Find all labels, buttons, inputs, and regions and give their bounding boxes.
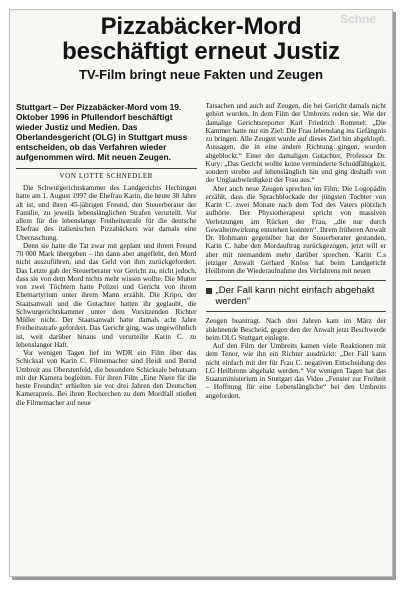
subheadline: TV-Film bringt neue Fakten und Zeugen — [78, 67, 324, 82]
article-columns — [16, 102, 386, 570]
headline — [10, 14, 392, 64]
square-bullet-icon — [206, 288, 212, 294]
body-paragraph: Die Schwurgerichtskammer des Landgerichts Hechingen hatte am 1. August 1997 die Ehefrau Karin, die heute 38 Jahre alt ist, und ihren 45-jährigen Freund, den Steuerberater der Familie, zu jeweils lebenslänglichen Strafen verurteilt. Vor allem für die lebenslange Freiheitsstrafe für die deutsche Ehefrau des italienischen Pizzabäckers war damals eine Überraschung. — [16, 184, 197, 242]
headline-line-1: Pizzabäcker-Mord — [100, 13, 302, 40]
body-paragraph: Aber auch neue Zeugen sprechen im Film: Die Logopädin erzählt, dass die Sprachblockade der jüngsten Tochter von Karin C. zwei Monate nach dem Tod des Vaters plötzlich aufhörte. Der Physiotherapeut spricht von massiven Verletzungen am Rücken der Frau, „die nur durch Gewalteinwirkung entstehen konnten“. Ihrem früheren Anwalt Dr. Hohmann gegenüber hat der Steuerberater gestanden, Karin C. habe den Mordauftrag zurückgezogen, jetzt will er aber mit niemandem mehr darüber sprechen. Karin C.s jetziger Anwalt Gerhard Knöss hat beim Landgericht Heilbronn die Wiederaufnahme des Verfahrens mit neuen — [205, 184, 386, 275]
pull-quote — [206, 280, 387, 312]
body-paragraph: Vor wenigen Tagen lief im WDR ein Film über das Schicksal von Karin C. Filmemacher sind Heidi und Bernd Umbreit aus Oberstenfeld, die besondere Schicksale behutsam mit der Kamera begleiten. Für ihren Film „Eine Niere für die beste Freundin“ erhielten sie vor drei Jahren den Deutschen Kamerapreis. Bei ihren Recherchen zu dem Mordfall stießen die Filmemacher auf neue — [16, 349, 197, 407]
bleed-through-text: Schne — [340, 12, 377, 26]
right-body-top — [206, 102, 387, 275]
body-paragraph: Zeugen beantragt. Nach drei Jahren kam im März der ablehnende Bescheid, gegen den der Anwalt jetzt Beschwerde beim OLG Stuttgart einlegte. — [205, 317, 386, 342]
left-column — [16, 102, 197, 570]
lead-paragraph: Stuttgart – Der Pizzabäcker-Mord vom 19. Oktober 1996 in Pfullendorf beschäftigt wieder Justiz und Medien. Das Oberlandesgericht (OLG) in Stuttgart muss entscheiden, ob das Verfahren wieder aufgenommen wird. Mit neuen Zeugen. — [16, 102, 188, 162]
right-column — [206, 102, 387, 570]
left-body — [16, 184, 197, 407]
headline-line-2: beschäftigt erneut Justiz — [62, 38, 340, 65]
body-paragraph: Auf den Film der Umbreits kamen viele Reaktionen mit dem Tenor, wie ihn ein Richter ausdrückt: „Der Fall kann nicht einfach mit der für Frau C. negativen Entscheidung des LG Heilbronn abgehakt werden.“ Vor wenigen Tagen hat das Staatsministerium in Stuttgart das Video „Fenster zur Freiheit – Hoffnung für eine Lebenslängliche“ bei den Umbreits angefordert. — [205, 342, 386, 400]
body-paragraph: Tatsachen und auch auf Zeugen, die bei Gericht damals nicht gehört wurden. In dem Film der Umbreits reden sie. Wie der damalige Gerichtsreporter Karl Friedrich Rommel: „Die Kammer hatte nur ein Ziel: Die Frau lebenslang ins Gefängnis zu bringen. Alle Zeugen wurde auf dieses Ziel hin abgeklopft. Aussagen, die in eine andere Richtung gingen, wurden abgeblockt.“ Einer der damaligen Gutachter, Professor Dr. Kury: „Das Gericht wollte keine verminderte Schuldfähigkeit, sondern strebte auf lebenslänglich hin und ging deshalb von der Unglaubwürdigkeit der Frau aus.“ — [205, 102, 386, 185]
body-paragraph: Denn sie hatte die Tat zwar mit geplant und ihrem Freund 70 000 Mark übergeben – ihn dann aber angefleht, den Mord nicht auszuführen, und das Geld von ihm zurückgefordert. Das Letzte gab der Steuerberater vor Gericht zu, nicht jedoch, dass sie von dem Mord nichts mehr wissen wollte. Die Mutter von zwei Töchtern hatte Polizei und Gericht von ihrem Ehemartyrium unter ihrem Mann erzählt. Die Kripo, der Staatsanwalt und die Gutachter hatten ihr geglaubt, die Schwurgerichtskammer unter dem Vorsitzenden Richter Müller nicht. Der Staatsanwalt hatte damals acht Jahre Freiheitsstrafe gefordert. Das Gericht ging, was ungewöhnlich ist, weit darüber hinaus und verurteilte Karin C. zu lebenslanger Haft. — [16, 241, 197, 349]
newspaper-clipping — [9, 9, 393, 577]
author-byline: VON LOTTE SCHNEDLER — [16, 168, 197, 180]
right-body-bottom — [206, 317, 387, 400]
pull-quote-text: „Der Fall kann nicht einfach abgehakt werden“ — [215, 285, 375, 308]
